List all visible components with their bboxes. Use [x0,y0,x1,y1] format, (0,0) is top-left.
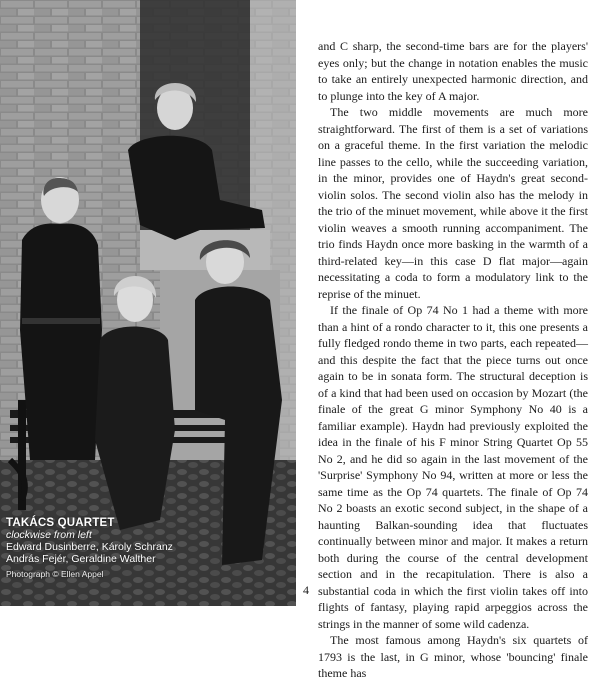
paragraph: The two middle movements are much more straightforward. The first of them is a set of variations on a graceful theme. In the first variation the melodic line passes to the cello, while the succeeding variation, in the minor, provides one of Haydn's great second-violin solos. The second violin also has the melody in the trio of the minuet movement, while above it the first violin weaves a smooth running accompaniment. The trio finds Haydn once more basking in the warmth of a third-related key—in this case D flat major—again necessitating a coda to form a modulatory link to the reprise of the minuet. [318,105,588,301]
caption-names-line1: Edward Dusinberre, Károly Schranz [6,541,173,553]
page-number: 4 [303,583,309,597]
paragraph: If the finale of Op 74 No 1 had a theme with more than a hint of a rondo character to it, this one presents a fully fledged rondo theme in two parts, each repeated—and this despite the fact that the piece turns out once again to be in sonata form. The structural deception is of a kind that had been used on occasion by Mozart (the finale of the great G minor Symphony No 40 is a familiar example). Haydn had previously exploited the idea in the finale of his F minor String Quartet Op 55 No 2, and he did so again in the last movement of the 'Surprise' Symphony No 94, written at more or less the same time as the Op 74 quartets. The finale of Op 74 No 2 boasts an exotic second subject, in the shape of a haunting Balkan-sounding idea that fluctuates continually between minor and major. It makes a return both during the course of the central development section and in the recapitulation. There is also a substantial coda in which the first violin takes off into flights of fantasy, playing rapid arpeggios across the strings in the manner of some wild cadenza. [318,303,588,631]
photo-illustration [0,0,296,606]
paragraph: The most famous among Haydn's six quartets of 1793 is the last, in G minor, whose 'bouncing' finale theme has [318,633,588,680]
paragraph: and C sharp, the second-time bars are for the players' eyes only; but the change in notation enables the music to take an entirely unexpected harmonic direction, and to plunge into the key of A major. [318,39,588,103]
caption-credit: Photograph © Ellen Appel [6,569,104,579]
quartet-photo [0,0,296,606]
caption-subtitle: clockwise from left [6,529,92,541]
photo-caption [6,517,206,580]
caption-names-line2: András Fejér, Geraldine Walther [6,553,156,565]
caption-title: TAKÁCS QUARTET [6,517,115,529]
body-text-column [318,38,588,682]
